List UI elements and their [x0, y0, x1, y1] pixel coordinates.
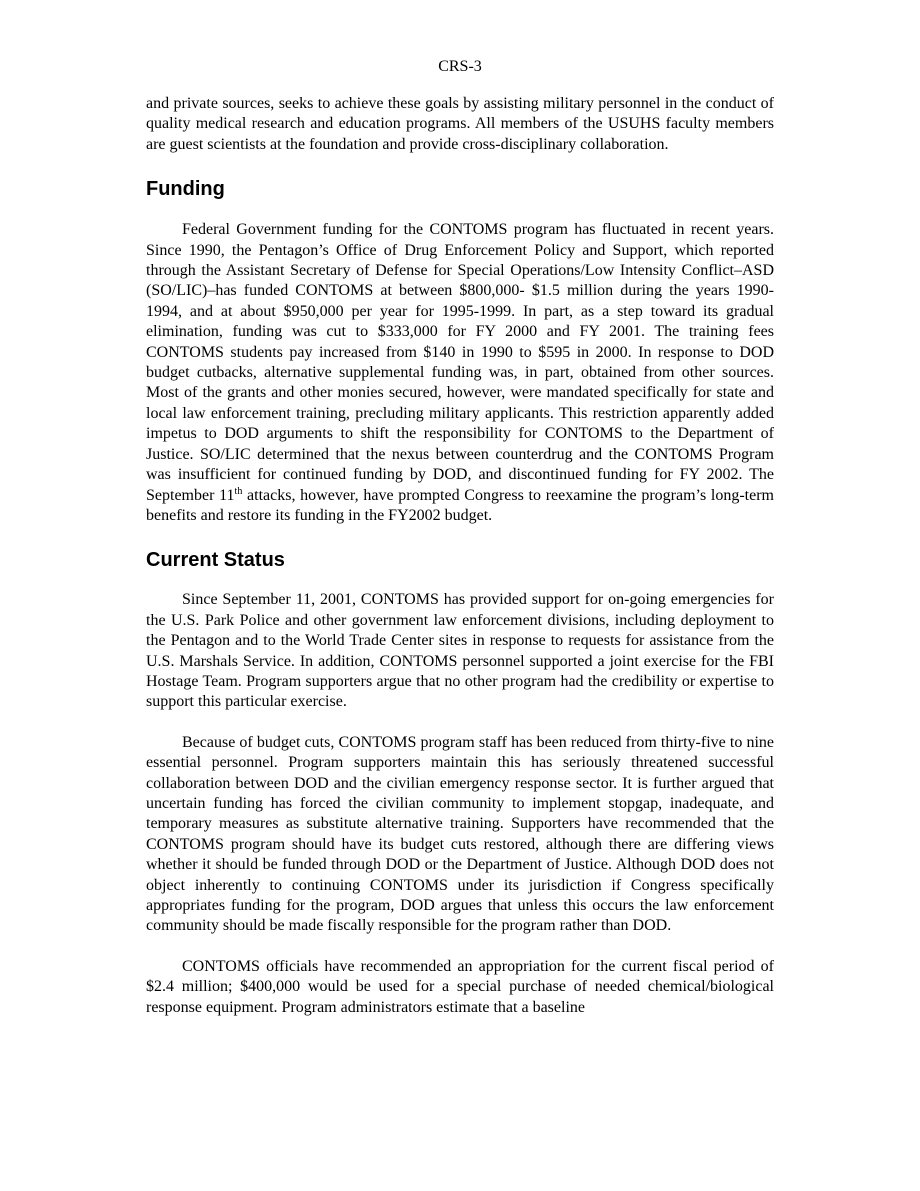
funding-text-part1: Federal Government funding for the CONTOMS program has fluctuated in recent years. Since 1990, the Pentagon’s Office of Drug Enforcement Policy and Support, which reported through the Assistant Secretary of Defense for Special Operations/Low Intensity Conflict–ASD (SO/LIC)–has funded CONTOMS at between $800,000- $1.5 million during the years 1990-1994, and at about $950,000 per year for 1995-1999. In part, as a step toward its gradual elimination, funding was cut to $333,000 for FY 2000 and FY 2001. The training fees CONTOMS students pay increased from $140 in 1990 to $595 in 2000. In response to DOD budget cutbacks, alternative supplemental funding was, in part, obtained from other sources. Most of the grants and other monies secured, however, were mandated specifically for state and local law enforcement training, precluding military applicants. This restriction apparently added impetus to DOD arguments to shift the responsibility for CONTOMS to the Department of Justice. SO/LIC determined that the nexus between counterdrug and the CONTOMS Program was insufficient for continued funding by DOD, and discontinued funding for FY 2002. The September 11	[146, 221, 774, 504]
page-number-header: CRS-3	[438, 58, 482, 75]
current-status-heading: Current Status	[146, 549, 285, 572]
document-body	[146, 94, 774, 1018]
funding-heading: Funding	[146, 178, 225, 201]
status-paragraph-2: Because of budget cuts, CONTOMS program staff has been reduced from thirty-five to nine essential personnel. Program supporters maintain this has seriously threatened successful collaboration between DOD and the civilian emergency response sector. It is further argued that uncertain funding has forced the civilian community to implement stopgap, inadequate, and temporary measures as substitute alternative training. Supporters have recommended that the CONTOMS program should have its budget cuts restored, although there are differing views whether it should be funded through DOD or the Department of Justice. Although DOD does not object inherently to continuing CONTOMS under its jurisdiction if Congress specifically appropriates funding for the program, DOD argues that unless this occurs the law enforcement community should be made fiscally responsible for the program rather than DOD.	[146, 733, 774, 935]
funding-paragraph	[146, 220, 774, 526]
status-paragraph-1: Since September 11, 2001, CONTOMS has provided support for on-going emergencies for the U.S. Park Police and other government law enforcement divisions, including deployment to the Pentagon and to the World Trade Center sites in response to requests for assistance from the U.S. Marshals Service. In addition, CONTOMS personnel supported a joint exercise for the FBI Hostage Team. Program supporters argue that no other program had the credibility or expertise to support this particular exercise.	[146, 591, 774, 711]
superscript-th: th	[234, 485, 243, 497]
status-paragraph-3: CONTOMS officials have recommended an appropriation for the current fiscal period of $2.4 million; $400,000 would be used for a special purchase of needed chemical/biological response equipment. Program administrators estimate that a baseline	[146, 957, 774, 1016]
intro-paragraph: and private sources, seeks to achieve these goals by assisting military personnel in the conduct of quality medical research and education programs. All members of the USUHS faculty members are guest scientists at the foundation and provide cross-disciplinary collaboration.	[146, 95, 774, 153]
funding-text-part2: attacks, however, have prompted Congress to reexamine the program’s long-term benefits and restore its funding in the FY2002 budget.	[146, 486, 775, 524]
